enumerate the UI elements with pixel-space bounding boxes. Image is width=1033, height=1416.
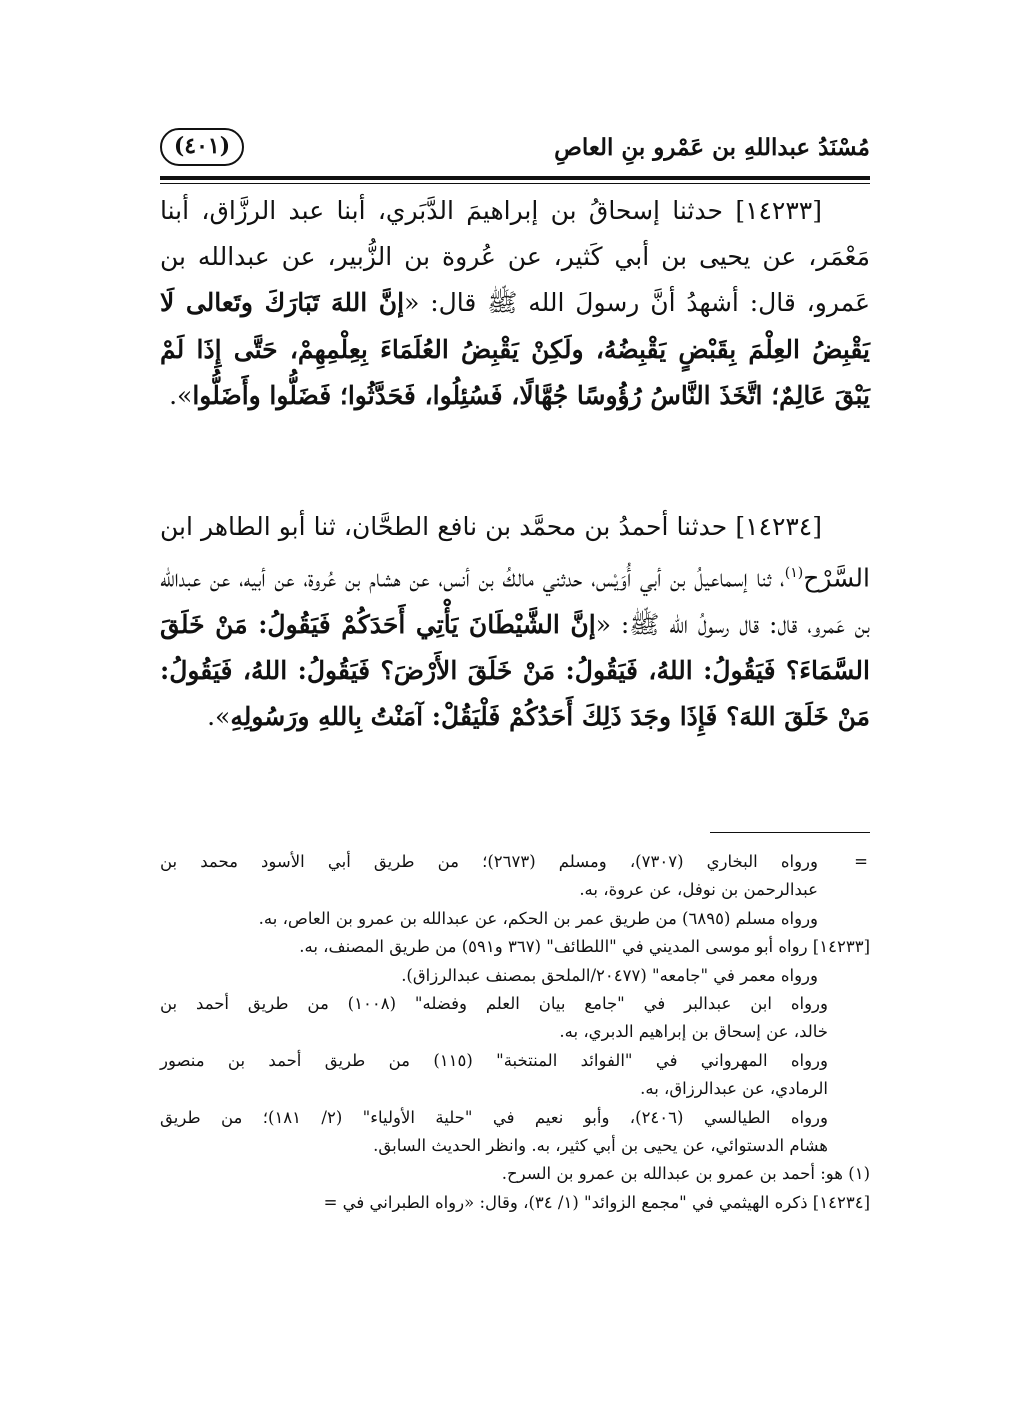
hadith-quote: إنَّ الشَّيْطَانَ يَأْتِي أَحَدَكُمْ فَيَقُولُ: مَنْ خَلَقَ السَّمَاءَ؟ فَيَقُولُ: اللهُ، فَيَقُولُ: مَنْ خَلَقَ الأَرْضَ؟ فَيَقُولُ: اللهُ، فَيَقُولُ: مَنْ خَلَقَ اللهَ؟ فَإِذَا وجَدَ ذَلِكَ أَحَدُكُمْ فَلْيَقُلْ: آمَنْتُ بِاللهِ ورَسُولِهِ [160,609,870,732]
footnote-line [160,933,870,961]
hadith-14233 [160,188,870,419]
footnote-text: ورواه الطيالسي (٢٤٠٦)، وأبو نعيم في "حلية الأولياء" (٢/ ١٨١)؛ من طريق [160,1107,828,1127]
footnote-line [160,1047,870,1075]
footnote-text: عبدالرحمن بن نوفل، عن عروة، به. [579,880,818,900]
footnote-line [160,1018,870,1046]
running-title: مُسْنَدُ عبداللهِ بن عَمْرو بنِ العاصِ [554,134,870,161]
hadith-number: [١٤٢٣٤] [735,512,822,541]
header-rule-thin [160,183,870,184]
footnote-ref[interactable]: (١) [784,565,804,582]
footnote-text: ورواه مسلم (٦٨٩٥) من طريق عمر بن الحكم، عن عبدالله بن عمرو بن العاص، به. [258,908,818,928]
footnote-separator [710,832,870,833]
footnote-text: (١) هو: أحمد بن عمرو بن عبدالله بن عمرو بن السرح. [501,1164,870,1184]
hadith-number: [١٤٢٣٣] [735,196,822,225]
hadith-closing: ». [169,380,193,410]
footnote-line [160,990,870,1018]
footnote-line [160,848,870,876]
footnote-line [160,876,870,904]
footnote-line [160,1132,870,1160]
page-number: (٤٠١) [160,128,244,166]
hadith-isnad-cont: ، ثنا إسماعيلُ بن أبي أُوَيْس، حدثني مالكُ بن أنس، عن هشام بن عُروة، عن أبيه، عن عبدالله بن عَمرو، قال: قال رسولُ الله ﷺ: « [160,563,870,639]
footnote-text: خالد، عن إسحاق بن إبراهيم الدبري، به. [559,1022,828,1042]
footnote-text: ورواه ابن عبدالبر في "جامع بيان العلم وفضله" (١٠٠٨) من طريق أحمد بن [160,994,828,1014]
footnote-line [160,1189,870,1217]
hadith-isnad: حدثنا إسحاقُ بن إبراهيمَ الدَّبَري، أبنا عبد الرزَّاق، أبنا مَعْمَر، عن يحيى بن أبي كَثير، عن عُروة بن الزُّبير، عن عبدالله بن عَمرو، قال: أشهدُ أنَّ رسولَ الله ﷺ قال: « [160,196,870,318]
footnote-line [160,905,870,933]
footnote-text: ورواه المهرواني في "الفوائد المنتخبة" (١١٥) من طريق أحمد بن منصور [160,1050,828,1070]
footnote-text: ورواه معمر في "جامعه" (٢٠٤٧٧/الملحق بمصنف عبدالرزاق). [401,965,818,985]
footnotes [160,848,870,1217]
header-rule-thick [160,176,870,180]
footnote-text: ورواه البخاري (٧٣٠٧)، ومسلم (٢٦٧٣)؛ من طريق أبي الأسود محمد بن [160,852,818,871]
footnote-line [160,1160,870,1188]
footnote-text: [١٤٢٣٤] ذكره الهيثمي في "مجمع الزوائد" (١/ ٣٤)، وقال: «رواه الطبراني في = [323,1192,870,1212]
footnote-line [160,1075,870,1103]
footnote-text: الرمادي، عن عبدالرزاق، به. [640,1079,828,1099]
footnote-text: هشام الدستوائي، عن يحيى بن أبي كثير، به. وانظر الحديث السابق. [373,1136,828,1156]
hadith-isnad: حدثنا أحمدُ بن محمَّد بن نافع الطحَّان، ثنا أبو الطاهر ابن السَّرْح [160,512,870,593]
hadith-quote: إنَّ اللهَ تَبَارَكَ وتَعالى لَا يَقْبِضُ العِلْمَ بِقَبْضٍ يَقْبِضُهُ، ولَكِنْ يَقْبِضُ العُلَمَاءَ بِعِلْمِهِمْ، حَتَّى إِذَا لَمْ يَبْقَ عَالِمٌ؛ اتَّخَذَ النَّاسُ رُؤُوسًا جُهَّالًا، فَسُئِلُوا، فَحَدَّثُوا؛ فَضَلُّوا وأَضَلُّوا [160,288,870,410]
hadith-14234 [160,504,870,740]
footnote-text: [١٤٢٣٣] رواه أبو موسى المديني في "اللطائف" (٣٦٧ و٥٩١) من طريق المصنف، به. [299,937,870,957]
footnote-line [160,962,870,990]
footnote-line [160,1104,870,1132]
page-header [160,118,870,178]
continuation-marker: = [854,852,868,871]
hadith-closing: ». [207,702,231,732]
